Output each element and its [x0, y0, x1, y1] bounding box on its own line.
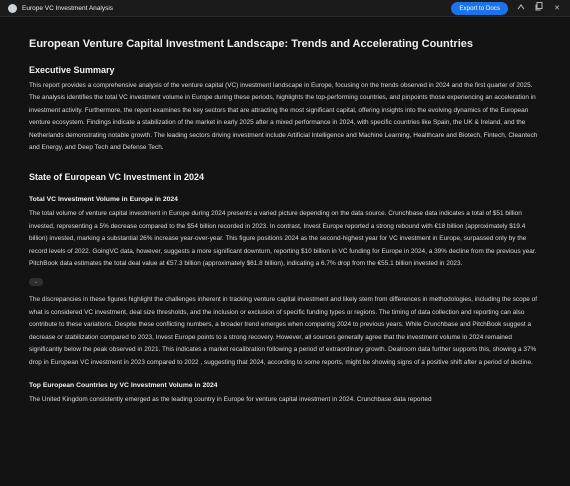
total-investment-paragraph: The total volume of venture capital investment in Europe during 2024 presents a varied picture depending on the data source. Crunchbase data indicates a total of $51 billion invested, representing a 5% decrease compared to the $54 billion recorded in 2023. In contrast, Invest Europe reported a strong rebound with €18 billion (approximately $19.4 billion) invested, marking a substantial 26% increase year-over-year. This figure positions 2024 as the second-highest year for VC investment in Europe, surpassed only by the record levels of 2022. GoingVC data, however, suggests a more significant downturn, reporting $10 billion in VC funding for Europe in 2024, a 39% decline from the previous year. PitchBook data estimates the total deal value at €57.3 billion (approximately $61.8 billion), indicating a 6.7% drop from the €55.1 billion invested in 2023.: [29, 210, 537, 268]
share-icon[interactable]: [516, 3, 526, 15]
app-title: Europe VC Investment Analysis: [22, 4, 114, 12]
app-logo-icon: [8, 4, 17, 13]
copy-icon[interactable]: [534, 2, 544, 15]
executive-summary-heading: Executive Summary: [29, 65, 115, 75]
top-countries-heading: Top European Countries by VC Investment Volume in 2024: [29, 381, 218, 389]
report-document: [0, 37, 570, 406]
top-countries-paragraph: The United Kingdom consistently emerged as the leading country in Europe for venture capital investment in 2024. Crunchbase data reported: [29, 395, 432, 403]
export-to-docs-button[interactable]: Export to Docs: [451, 2, 508, 15]
top-actions: [451, 2, 562, 15]
executive-summary-paragraph: This report provides a comprehensive analysis of the venture capital (VC) investment landscape in Europe, focusing on the trends observed in 2024 and the first quarter of 2025. The analysis identifies the total VC investment volume in Europe during these periods, highlights the top-performing countries, and pinpoints those experiencing an acceleration in investment activity. Furthermore, the report examines the key sectors that are attracting the most significant capital, offering insights into the evolving dynamics of the European venture ecosystem. Findings indicate a stabilization of the market in early 2025 after a mixed performance in 2024, with specific countries like Spain, the UK & Ireland, and the Netherlands demonstrating notable growth. The leading sectors driving investment include Artificial Intelligence and Machine Learning, Healthcare and Biotech, Fintech, Cleantech and Energy, and Deep Tech and Defense Tech.: [29, 82, 538, 152]
top-bar: [0, 0, 570, 17]
expand-sources-button[interactable]: ⌄: [29, 278, 43, 286]
close-icon[interactable]: ✕: [554, 4, 560, 12]
state-of-vc-heading: State of European VC Investment in 2024: [29, 172, 205, 183]
report-title: European Venture Capital Investment Landscape: Trends and Accelerating Countries: [29, 38, 473, 50]
discrepancies-paragraph: The discrepancies in these figures highlight the challenges inherent in tracking venture capital investment and likely stem from differences in methodologies, including the scope of what is considered VC investment, deal size thresholds, and the inclusion or exclusion of specific funding types or regions. The timing of data collection and reporting can also contribute to these variations. Despite these conflicting numbers, a broader trend emerges when comparing 2024 to previous years. While Crunchbase and PitchBook suggest a decrease or stabilization compared to 2023, Invest Europe points to a strong recovery. However, all sources generally agree that the investment volume in 2024 remained significantly below the peak observed in 2021. This indicates a market recalibration following a period of extraordinary growth. Dealroom data further supports this, showing a 37% drop in European VC investment in 2023 compared to 2022 , suggesting that 2024, according to some reports, might be showing signs of a positive shift after a period of decline.: [29, 296, 538, 366]
total-investment-heading: Total VC Investment Volume in Europe in 2024: [29, 196, 178, 204]
